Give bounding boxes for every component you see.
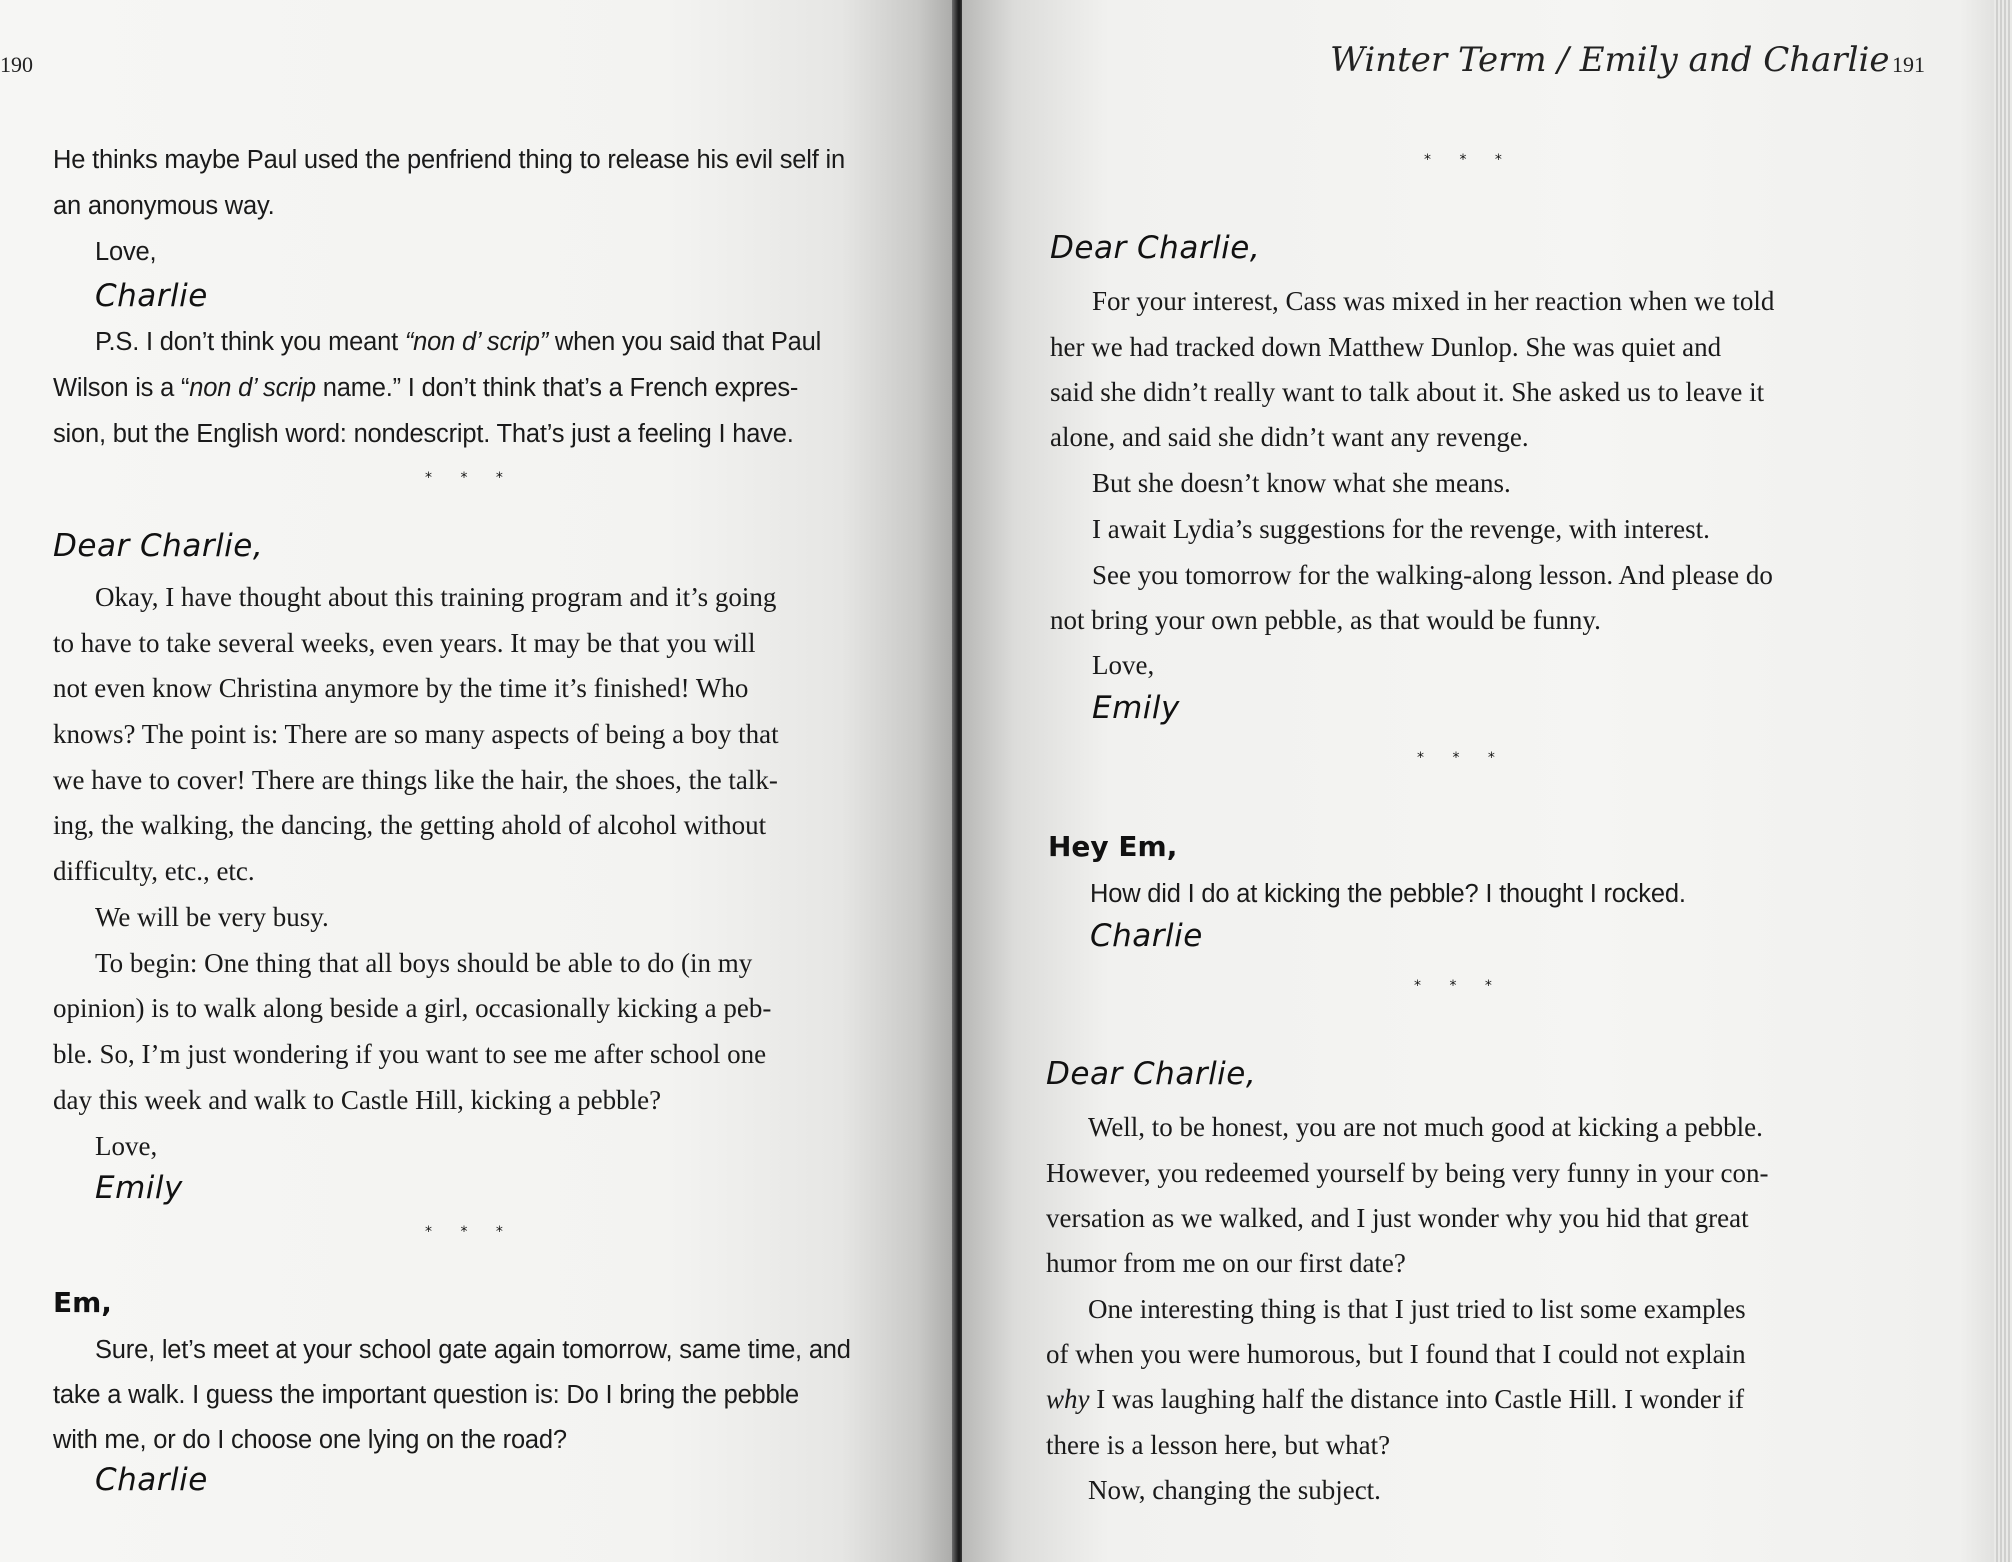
text-line: Okay, I have thought about this training program and it’s going [95,582,777,612]
signature-charlie: Charlie [1090,918,1203,954]
text-line: We will be very busy. [95,902,329,932]
text-line: opinion) is to walk along beside a girl, occasionally kicking a peb- [53,993,772,1023]
text-line: her we had tracked down Matthew Dunlop. She was quiet and [1050,332,1722,362]
text-line: not bring your own pebble, as that would be funny. [1050,605,1601,635]
section-separator: * * * [425,1224,515,1240]
left-page [0,0,956,1562]
text-line: How did I do at kicking the pebble? I thought I rocked. [1090,880,1686,908]
text-line: ing, the walking, the dancing, the getting ahold of alcohol without [53,810,767,840]
salutation: Hey Em, [1048,830,1178,863]
text-line: One interesting thing is that I just tried to list some examples [1088,1294,1746,1324]
text-line: of when you were humorous, but I found that I could not explain [1046,1339,1746,1369]
text-line: But she doesn’t know what she means. [1092,468,1511,498]
text-line: humor from me on our first date? [1046,1248,1406,1278]
section-separator: * * * [425,470,515,486]
text-line: there is a lesson here, but what? [1046,1430,1391,1460]
section-separator: * * * [1414,978,1504,994]
text-line: I await Lydia’s suggestions for the revenge, with interest. [1092,514,1710,544]
text-line: with me, or do I choose one lying on the road? [53,1426,567,1454]
closing-love: Love, [1092,650,1155,680]
salutation: Em, [53,1286,112,1319]
postscript-line: sion, but the English word: nondescript. That’s just a feeling I have. [53,420,794,448]
text-line: Now, changing the subject. [1088,1475,1381,1505]
salutation: Dear Charlie, [1050,230,1261,266]
text-line: See you tomorrow for the walking-along lesson. And please do [1092,560,1773,590]
text-line: said she didn’t really want to talk about it. She asked us to leave it [1050,377,1765,407]
section-separator: * * * [1417,750,1507,766]
postscript-line: P.S. I don’t think you meant “non d’ scrip” when you said that Paul [95,328,822,356]
section-separator: * * * [1424,152,1514,168]
text-line: ble. So, I’m just wondering if you want to see me after school one [53,1039,767,1069]
signature-charlie: Charlie [95,1462,208,1498]
text-line: take a walk. I guess the important question is: Do I bring the pebble [53,1381,799,1409]
text-line: day this week and walk to Castle Hill, kicking a pebble? [53,1085,662,1115]
text-line: Well, to be honest, you are not much good at kicking a pebble. [1088,1112,1763,1142]
text-line: we have to cover! There are things like the hair, the shoes, the talk- [53,765,778,795]
postscript-line: Wilson is a “non d’ scrip name.” I don’t think that’s a French expres- [53,374,799,402]
text-line: alone, and said she didn’t want any revenge. [1050,422,1529,452]
text-line: versation as we walked, and I just wonder why you hid that great [1046,1203,1749,1233]
text-line: For your interest, Cass was mixed in her reaction when we told [1092,286,1775,316]
text-line: an anonymous way. [53,192,275,220]
page-number-left: 190 [0,52,33,77]
signature-charlie: Charlie [95,278,208,314]
text-line: knows? The point is: There are so many aspects of being a boy that [53,719,779,749]
text-line: difficulty, etc., etc. [53,856,255,886]
signature-emily: Emily [1092,690,1180,726]
running-header: Winter Term / Emily and Charlie [1330,40,1890,80]
page-edges [1994,0,2012,1562]
text-line: not even know Christina anymore by the time it’s finished! Who [53,673,749,703]
right-page [962,0,2012,1562]
text-line: Sure, let’s meet at your school gate again tomorrow, same time, and [95,1336,851,1364]
text-line: He thinks maybe Paul used the penfriend thing to release his evil self in [53,146,845,174]
signature-emily: Emily [95,1170,183,1206]
text-line: to have to take several weeks, even years. It may be that you will [53,628,756,658]
closing-love: Love, [95,1131,158,1161]
text-line: why I was laughing half the distance into Castle Hill. I wonder if [1046,1384,1745,1414]
salutation: Dear Charlie, [1046,1056,1257,1092]
text-line: To begin: One thing that all boys should be able to do (in my [95,948,753,978]
closing-love: Love, [95,238,157,266]
text-line: However, you redeemed yourself by being very funny in your con- [1046,1158,1769,1188]
salutation: Dear Charlie, [53,528,264,564]
page-number-right: 191 [1892,52,1925,77]
